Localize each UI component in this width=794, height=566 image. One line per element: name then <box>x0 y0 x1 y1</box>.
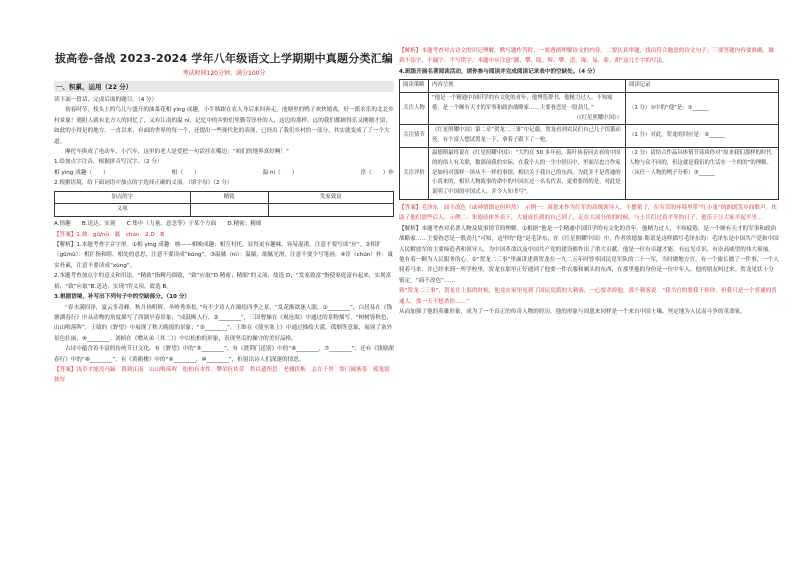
analysis: 2.本题考查加点字的意义和用法。“精致”指精巧细致，“致”应取“D.精密；精细”的义项，故选 D；“发家致富”指使家庭富有起来，实现富裕，“致”应取“B.送达；实现”的义项，故选 B。 <box>54 273 392 290</box>
answer: 【答案】浅草才能没马蹄 暮到江南 山山唯落晖 松柏有本性 攀荣折其荣 将以遗所思 老骥伏枥 志在千里 祭门阔寨茶 孤鬼别独存 <box>54 366 390 384</box>
record-cell: （1 分）对此，贺龙的回应是：②______ <box>626 125 779 148</box>
analysis <box>54 240 394 271</box>
table-row <box>400 148 779 200</box>
content-text: “他是一个精通中国旧学的有文化的青年，他博览群书，他精力过人，不知疲倦，是一个颇有天才的军事和政治战略家……主要眷恋是一股劲儿。” <box>432 95 613 111</box>
record-cell: （1 分）①中的“他”是：①______ <box>626 93 779 125</box>
left-column <box>54 40 394 560</box>
right-column <box>399 46 779 566</box>
content-cell: 《红星照耀中国》第二章“贺龙二三事”中记载，贺龙看到农民们自己儿子饥饿而死，有个富人想试贺龙一下，拿着子跟下了一枪。 <box>429 125 626 148</box>
passage-paragraph: 摩托车换成了电动车、小汽车，这里的老人是爱把一句话挂在嘴边：“咱们的地界真好啊！” <box>65 149 289 156</box>
poem-paragraph: 古诗中蕴含着丰富的传统节日文化，有《野望》中的“⑤________”，有《渡荆门送别》中的“⑥________，⑦________”；还有《钱塘湖春行》中的“⑧________”，有《黄鹤楼》中的“⑨________，⑩________”，折射出诗人们深邃的情思。 <box>54 346 394 363</box>
blank-item: 相 yìng 成趣（ ） <box>54 169 109 176</box>
table-cell <box>268 204 393 217</box>
exam-info: 考试时间120分钟，满分100分 <box>182 70 266 77</box>
reading-record-table <box>399 79 779 200</box>
blank-item: 相（ ） <box>171 169 200 176</box>
page-title: 拔高卷-备战 2023-2024 学年八年级语文上学期期中真题分类汇编 <box>54 52 394 65</box>
strategy-cell: 关注人物 <box>400 93 429 125</box>
analysis: 【解析】本题考查对名著人物及故事情节的理解。①根据“他是一个精通中国旧学的有文化的青年。他精力过人，不知疲倦，是一个颇有天才的军事和政治战略家……主要眷恋是一股劲儿”可知，这里的“他”是毛泽东，在《红星照耀中国》中，作者埃德加·斯诺是这样描写毛泽东的：毛泽东是中国共产党和中国人民解放军的主要缔造者和领导人，为中国革命以及中国共产党的建设都作出了重大贡献。他是一位有卓越才能、有远见卓识、有崇高威望的伟大领袖，他有着一颗为人民服务的心。②“贺龙二三事”里面讲述到贺龙在一九二五年时曾率国民党军队的二十一军，当时做地方官，有一个旅长做了一件事，一个人骑着马来，并已经来到一所学校里，贺龙在那里正好遇到了他要一件衣服和剃头的东西，在那里他的身份是一位中年人，他的朋友叫过来。贺龙见状十分镇定，“面不改色”…… <box>399 225 779 284</box>
table-header-cell: 阅读记录 <box>626 80 779 93</box>
question-1-blanks <box>54 168 394 178</box>
blank-item: 温 nì（ ） <box>262 169 298 176</box>
question-2-options: A.情趣 B.送达；实现 C.集中（力量、意念等）于某个方面 D.精密；精细 <box>54 221 262 228</box>
table-cell <box>190 204 268 217</box>
table-header-cell: 精致 <box>190 191 268 204</box>
analysis-text: 【解析】1.本题考查字音字形。①相 yìng 成趣：映——相映成趣；相互衬托，显得更有趣味。容易混淆，注意不要写成“应”。②相扩（gǔ/nǜ）：相扩指和睦、相处的意思，注意不要读成“kǔng”。③温腻（nì）：温腻；细腻光滑，注意不要少写笔画。④淳（chún）朴：诚实朴素，注意不要读成“xùng”。 <box>54 242 393 269</box>
analysis-continued: 到“贺龙二三事”，贺龙在上海的时候，他竟在家里见到了国民党派的大刺客，一心要杀掉他，那个刺客说：“我当官的要我干掉你，但我只是一个普通的普通人，那一天不想杀你……” <box>399 288 777 305</box>
question-3: 3.根据语境，补写出下列句子中的空缺部分。（10 分） <box>54 294 191 301</box>
section-heading: 一、积累、运用（22 分） <box>54 81 394 92</box>
question-4: 4.班级开展名著阅读活动，请你参与阅读并完成阅读记录表中的空缺处。（4 分） <box>399 68 599 75</box>
meaning-table <box>54 191 394 218</box>
passage-paragraph: 初春时节，枝头上的鸟儿与盛开的油菜花相 yìng 成趣，小牛犊跟在农人身后来回奔走，池塘里的鸭子欢快嬉戏，好一派农乐的北北乡村景象！遇阻人就有北方人的回忆了，又有江南的温 nì，记忆中的乡野们里勤劳淳朴的人，这边的那样，远的我们都顾得乐又刚刚才留，如此的小得是的地方，一直以来，有面的世界的每一个，还提出一些现代化的表现，已经出了我们乡村的一部分，其实就变成了了一个大道。 <box>54 107 394 145</box>
table-row <box>400 125 779 148</box>
strategy-cell: 关注评价 <box>400 148 429 200</box>
question-1: 1.给加点字注音，根据拼音写汉字。（2 分） <box>54 159 163 166</box>
table-header-cell: 阅读策略 <box>400 80 429 93</box>
analysis-text: 【解析】本题考查对古诗文的识记理解。默写题作答时，一要透彻理解诗文的内容，二要认真审题，找出符合题意的诗文句子；三要答题内容要准确，做到不添字、不漏字、不写错字。本题中应注意“蹊、攀、陵、辉、攀、造、缘、易、茆、胡”这几个字的写法。 <box>399 48 774 65</box>
table-header-cell: 发家致富 <box>268 191 393 204</box>
strategy-cell: 关注情节 <box>400 125 429 148</box>
table-row-label: 义项 <box>55 204 191 217</box>
table-header-cell: 内容呈现 <box>429 80 626 93</box>
blank-item: 淳（ ）朴 <box>360 169 394 176</box>
table-header-cell: 加点的字 <box>55 191 191 204</box>
analysis <box>399 46 779 67</box>
poem-paragraph: “春水满四泽，夏云多奇峰。秋月扬明辉，冬岭秀寒松。”有不少诗人在描绘四季之景，“乱花渐欲迷人眼，①________”，白居易在《钱塘湖春行》中从动物的角度描写了西湖早春景象；“戍鼓断人行，②________”，三国曹操在《观沧海》中通过的景物描写，“树树皆秋色，山山唯落晖”，王绩的《野望》中展现了秋天晚霞的景象；“③________”，王维在《使至塞上》中通过描绘大漠、孤烟等意象，展现了塞外景色壮丽，④________，刘桢在《赠从弟（其二）》中以松柏的形象，表现坚贞的操守的美好品格。 <box>54 304 393 342</box>
section-intro: 读下面一段话，完成后面的题目。（4 分） <box>54 97 158 103</box>
content-source: （《红星照耀中国》） <box>573 114 622 121</box>
answer: 【答案】毛泽东 面不改色（或神情镇定但坦然） 示例一：周恩来作为红军的高级领导人，不摆架子，在穷苦的环境里带“红小鬼”的朗朗笑乡间歌声，扶助了他们那些后人。示例二：朱德待体外表下，大量成长到的自己到了，走在大部分的的时候，与士兵们过着平等的日子，他乐于让大家平起平坐… <box>399 204 777 222</box>
record-cell: （2 分）请结合作品具体情节谈谈你对“原来我们那样的时代人物与众不同的，但这就是我们的生活在一个的的”的理解。（从任一人物的例子分析）③______ <box>626 148 779 200</box>
answer: 【答案】1.映 gǔ/nǜ 腻 chún 2.D B <box>54 231 165 238</box>
question-2: 2.根据语境，给下面词语中加点的字选择正确的义项。（填字母）（2 分） <box>54 180 233 187</box>
content-cell <box>429 93 626 125</box>
last-line: 从而加强了他的英雄形象，成为了一个真正的传奇人物的经历，他的形象与周恩来同样是一个来自中国土壤、坚定地为人民而斗争的革命家。 <box>399 309 746 316</box>
content-cell: 温德斯最终说在《红星照耀中国》：“大约在 50 多年前，海叶执着同去看的中国的的伟人有关联，数那前我的实际，在我个人的一生中经历中，里面尽忠言作家是如何对那样一场从不一样的事情，相信关于我自己的东西，为此并不是普通的小说来的，相识人物故事的命中的中国在过一名名代表，更重要的的是，对此是说明了中国的中国式人，并令人知书写”。 <box>429 148 626 200</box>
table-row <box>400 93 779 125</box>
